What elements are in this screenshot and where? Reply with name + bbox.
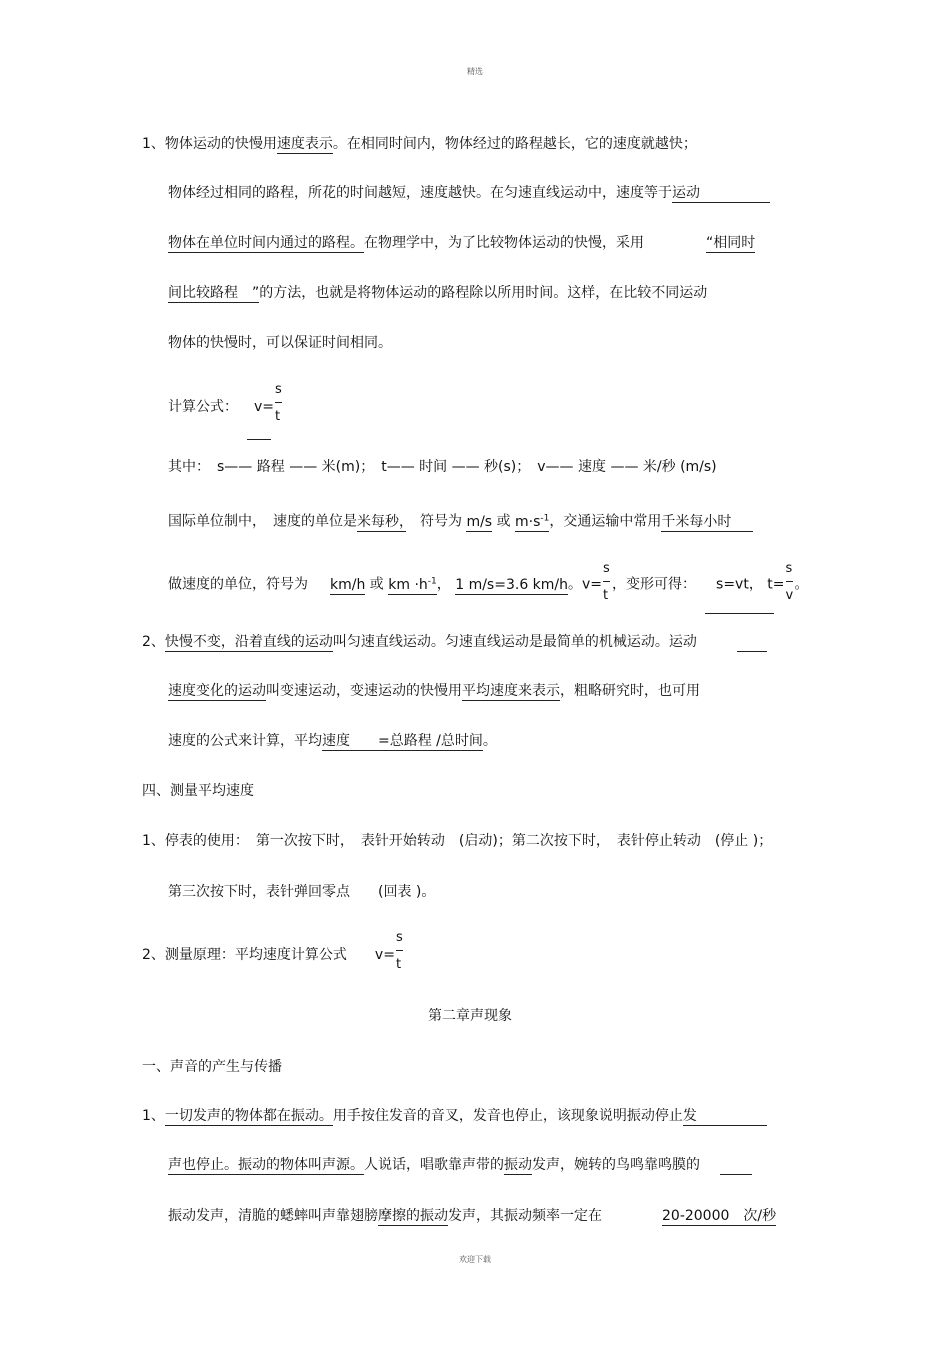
formula-rule [247,439,271,440]
heading-measure-speed: 四、测量平均速度 [142,783,254,799]
para-1-line-2: 物体经过相同的路程，所花的时间越短，速度越快。在匀速直线运动中，速度等于运动 [168,184,770,203]
formula-line: 计算公式： v= $\frac{s}{t}$ [168,398,284,416]
sound-line-3: 振动发声，清脆的蟋蟀叫声靠翅膀摩擦的振动发声，其振动频率一定在 20-20000 次/秒 [168,1208,777,1224]
units-line-2: 做速度的单位，符号为 km/h 或 km $\cdot h^{-1}$， 1 m/s=3.6 km/h。v= $\frac{s}{t}$ ，变形可得： s=vt， t= $\frac{s}{v}$ 。 [168,560,809,603]
para-1-line-4: 间比较路程 ”的方法，也就是将物体运动的路程除以所用时间。这样，在比较不同运动 [168,285,708,301]
para-1-line-5: 物体的快慢时，可以保证时间相同。 [168,335,392,351]
fill-blank [700,188,770,203]
units-rule [705,613,774,614]
stopwatch-line-2: 第三次按下时，表针弹回零点 (回表 )。 [168,884,436,900]
chapter-title: 第二章声现象 [428,1008,512,1024]
stopwatch-line-1: 1、停表的使用： 第一次按下时， 表针开始转动 (启动)；第二次按下时， 表针停止转动 (停止 )； [142,833,773,849]
sound-line-1: 1、一切发声的物体都在振动。用手按住发音的音叉，发音也停止，该现象说明振动停止发 [142,1107,767,1126]
answer-speed: 速度表示 [276,136,333,152]
para-2-line-2: 速度变化的运动叫变速运动，变速运动的快慢用平均速度来表示，粗略研究时，也可用 [168,683,700,699]
sound-line-2: 声也停止。振动的物体叫声源。人说话，唱歌靠声带的振动发声，婉转的鸟鸣靠鸣膜的 [168,1156,752,1175]
footer-mark: 欢迎下载 [459,1255,491,1264]
para-1-line-3: 物体在单位时间内通过的路程。在物理学中，为了比较物体运动的快慢，采用 “相同时 [168,235,756,251]
para-2-line-3: 速度的公式来计算，平均速度 =总路程 /总时间。 [168,733,497,749]
units-line-1: 国际单位制中， 速度的单位是米每秒， 符号为 m/s 或 $m\cdot s^{-1}$，交通运输中常用千米每小时 [168,509,753,532]
symbols-line: 其中： s—— 路程 —— 米(m)； t—— 时间 —— 秒(s)； v—— 速度 —— 米/秒 (m/s) [168,459,717,475]
formula-fraction: $\frac{s}{t}$ [275,382,282,424]
principle-line: 2、测量原理：平均速度计算公式 v= $\frac{s}{t}$ [142,930,403,972]
heading-sound-production: 一、声音的产生与传播 [142,1059,282,1075]
para-1-line-1: 1、物体运动的快慢用速度表示。在相同时间内，物体经过的路程越长，它的速度就越快； [142,136,697,152]
header-mark: 精选 [467,67,483,76]
para-2-line-1: 2、快慢不变，沿着直线的运动叫匀速直线运动。匀速直线运动是最简单的机械运动。运动 [142,633,767,652]
